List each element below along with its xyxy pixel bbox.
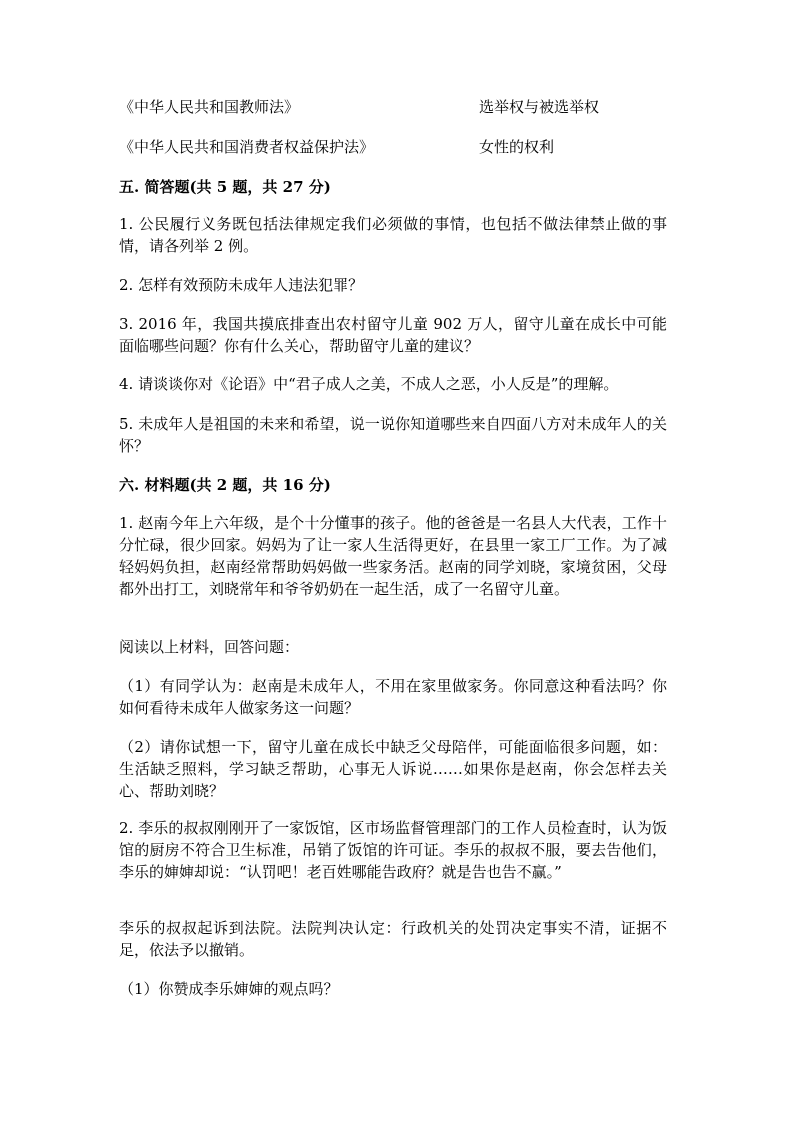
matching-right-item: 女性的权利 [479,138,555,156]
question-1: 1. 公民履行义务既包括法律规定我们必须做的事情，也包括不做法律禁止做的事情，请各列举 2 例。 [119,215,667,255]
matching-right-item: 选举权与被选举权 [479,98,600,116]
material-1-prompt: 阅读以上材料，回答问题： [119,638,300,656]
matching-row [119,136,679,158]
material-2-paragraph-2: 李乐的叔叔起诉到法院。法院判决认定：行政机关的处罚决定事实不清，证据不足，依法予以撤销。 [119,919,667,959]
matching-left-item: 《中华人民共和国教师法》 [119,98,300,116]
material-1-text: 1. 赵南今年上六年级，是个十分懂事的孩子。他的爸爸是一名县人大代表，工作十分忙碌，很少回家。妈妈为了让一家人生活得更好，在县里一家工厂工作。为了减轻妈妈负担，赵南经常帮助妈妈做一些家务活。赵南的同学刘晓，家境贫困，父母都外出打工，刘晓常年和爷爷奶奶在一起生活，成了一名留守儿童。 [119,514,667,598]
section-5-heading: 五. 简答题(共 5 题，共 27 分) [119,178,331,196]
material-2-question-1: （1）你赞成李乐婶婶的观点吗？ [119,980,339,998]
material-2-text: 2. 李乐的叔叔刚刚开了一家饭馆，区市场监督管理部门的工作人员检查时，认为饭馆的厨房不符合卫生标准，吊销了饭馆的许可证。李乐的叔叔不服，要去告他们，李乐的婶婶却说：“认罚吧！老百姓哪能告政府？就是告也告不赢。” [119,819,667,881]
matching-left-item: 《中华人民共和国消费者权益保护法》 [119,138,375,156]
question-4: 4. 请谈谈你对《论语》中“君子成人之美，不成人之恶，小人反是”的理解。 [119,375,619,393]
question-5: 5. 未成年人是祖国的未来和希望，说一说你知道哪些来自四面八方对未成年人的关怀？ [119,415,667,455]
section-6-heading: 六. 材料题(共 2 题，共 16 分) [119,476,331,494]
question-2: 2. 怎样有效预防未成年人违法犯罪？ [119,276,364,294]
material-1-question-2: （2）请你试想一下，留守儿童在成长中缺乏父母陪伴，可能面临很多问题，如：生活缺乏照料，学习缺乏帮助，心事无人诉说……如果你是赵南，你会怎样去关心、帮助刘晓？ [119,738,667,800]
matching-row [119,96,679,118]
material-1-question-1: （1）有同学认为：赵南是未成年人，不用在家里做家务。你同意这种看法吗？你如何看待未成年人做家务这一问题？ [119,677,667,717]
question-3: 3. 2016 年，我国共摸底排查出农村留守儿童 902 万人，留守儿童在成长中可能面临哪些问题？你有什么关心，帮助留守儿童的建议？ [119,315,667,355]
